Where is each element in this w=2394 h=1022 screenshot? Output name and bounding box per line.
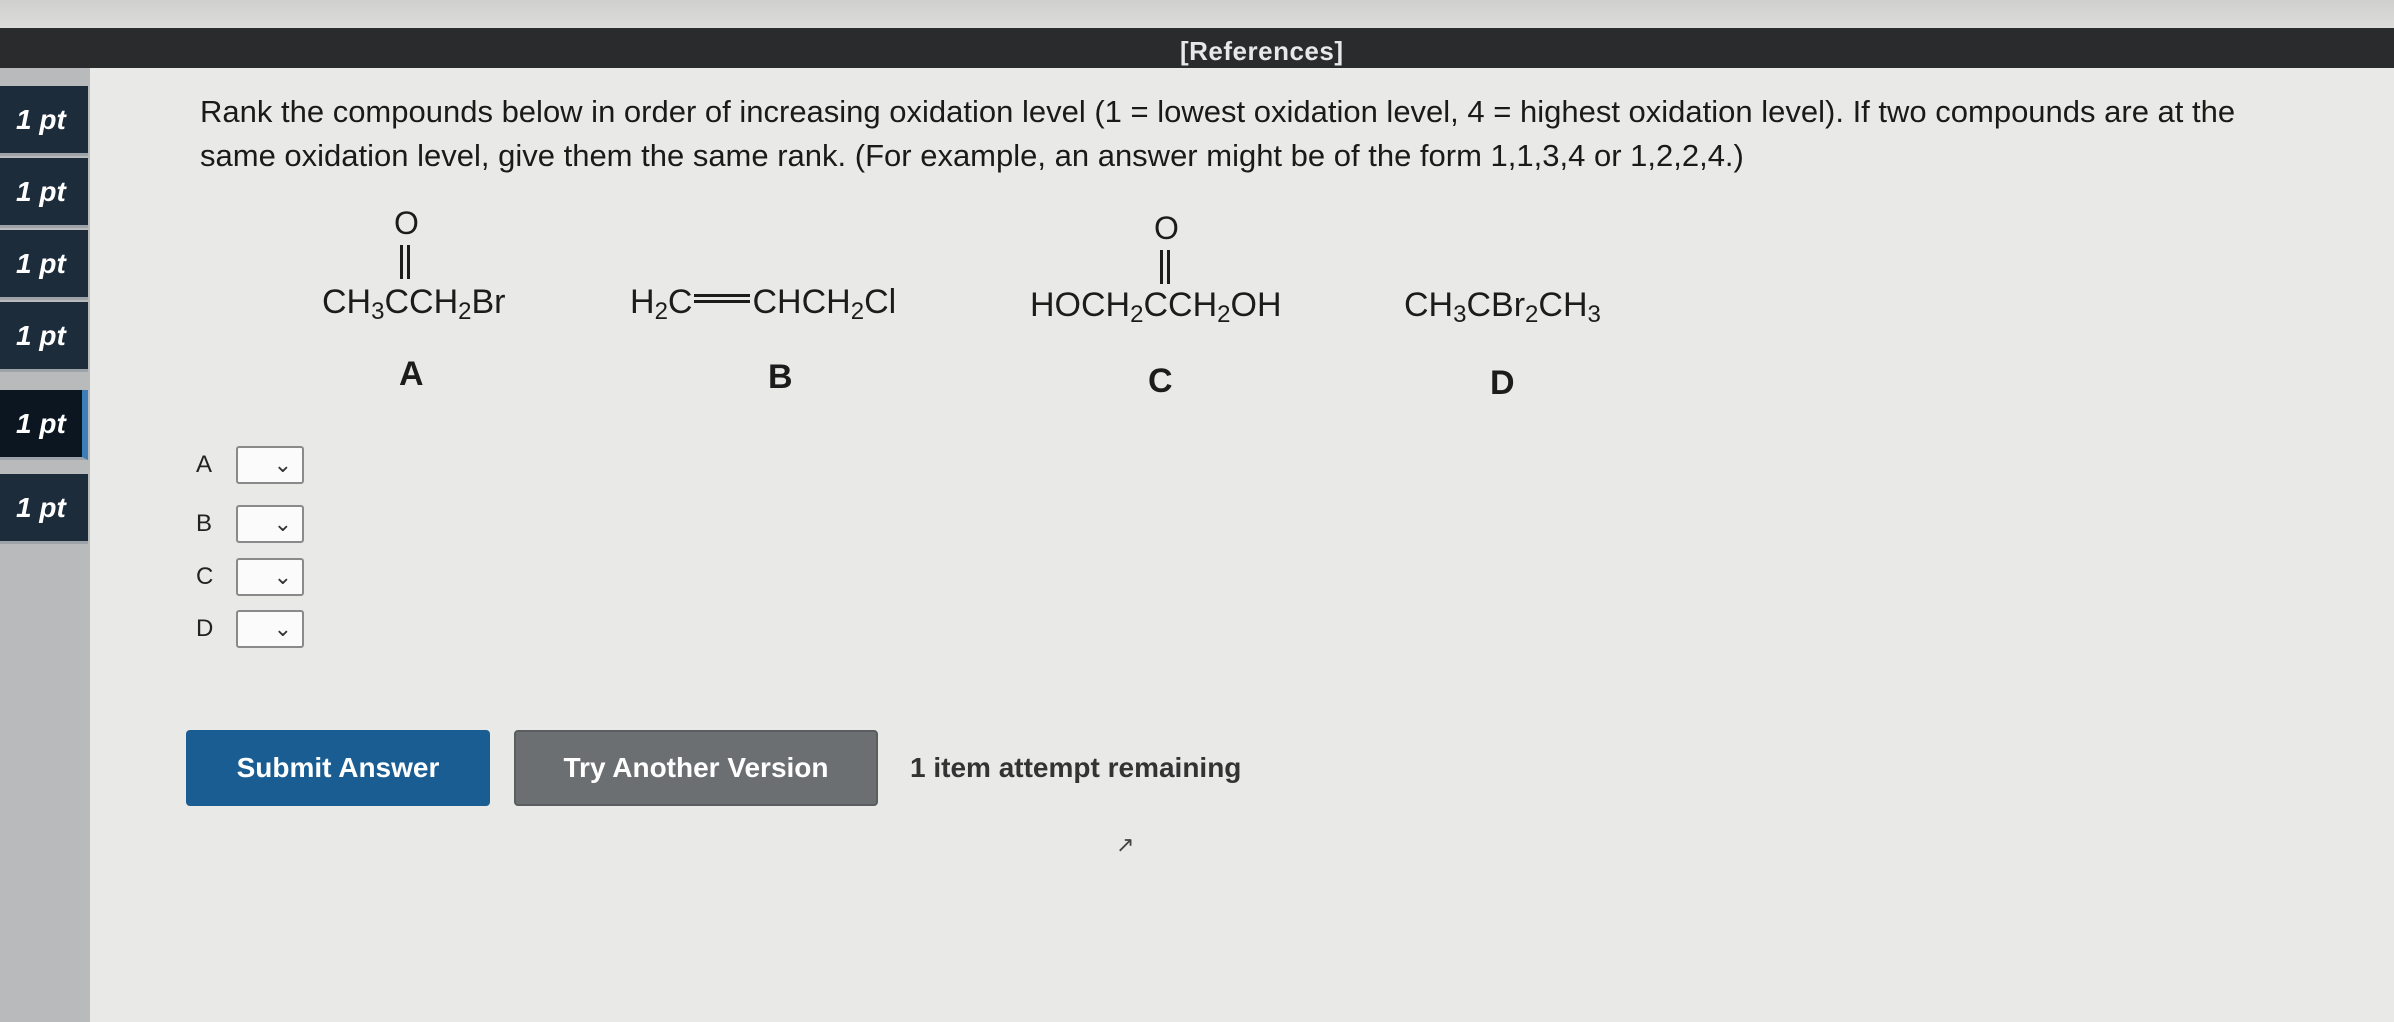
answer-row-c xyxy=(196,557,304,597)
answer-row-a xyxy=(196,445,304,485)
compound-b-formula: $H_2C$ $CHCH_2Cl$ xyxy=(630,283,897,325)
mouse-cursor-icon: ↗ xyxy=(1116,832,1135,857)
carbon-double-bond xyxy=(694,294,750,303)
points-label: 1 pt xyxy=(16,103,66,135)
chevron-down-icon: ⌄ xyxy=(273,452,292,477)
compound-d-label: D xyxy=(1490,364,1515,402)
compound-b-label: B xyxy=(768,358,793,396)
rank-select-a[interactable] xyxy=(236,446,304,484)
answer-label: C xyxy=(196,563,214,590)
question-prompt: Rank the compounds below in order of increasing oxidation level (1 = lowest oxidation level, 4 = highest oxidation level). If two compounds are at the same oxidation level, give them the same rank. (For example, an answer might be of the form 1,1,3,4 or 1,2,2,4.) xyxy=(200,94,2236,173)
points-label: 1 pt xyxy=(16,175,66,207)
sidebar-item-question-2[interactable] xyxy=(0,158,88,228)
screen-bezel xyxy=(0,0,2394,28)
attempts-remaining-text: 1 item attempt remaining xyxy=(910,752,1242,783)
sidebar-item-question-5[interactable] xyxy=(0,390,88,460)
answer-row-b xyxy=(196,504,304,544)
submit-answer-button[interactable]: Submit Answer xyxy=(186,730,490,806)
compound-a-label: A xyxy=(399,355,424,393)
sidebar-item-question-4[interactable] xyxy=(0,302,88,372)
compound-c-label: C xyxy=(1148,362,1173,400)
chevron-down-icon: ⌄ xyxy=(273,616,292,641)
rank-select-b[interactable] xyxy=(236,505,304,543)
points-label: 1 pt xyxy=(16,247,66,279)
sidebar-item-question-1[interactable] xyxy=(0,86,88,156)
compound-d-structure xyxy=(1404,286,1601,329)
rank-select-d[interactable] xyxy=(236,610,304,648)
carbonyl-oxygen: O xyxy=(1154,210,1179,246)
points-label: 1 pt xyxy=(16,407,66,439)
references-link[interactable]: [References] xyxy=(1180,36,1344,66)
compound-c-formula: $HOCH_2CCH_2OH$ xyxy=(1030,286,1282,328)
compound-b-structure xyxy=(630,283,896,326)
rank-select-c[interactable] xyxy=(236,558,304,596)
carbonyl-double-bond xyxy=(1160,250,1170,284)
compound-a-formula: $CH_3CCH_2Br$ xyxy=(322,283,506,325)
answer-label: A xyxy=(196,451,213,478)
carbonyl-oxygen: O xyxy=(394,205,419,241)
chevron-down-icon: ⌄ xyxy=(273,511,292,536)
points-label: 1 pt xyxy=(16,491,66,523)
chevron-down-icon: ⌄ xyxy=(273,564,292,589)
try-another-version-button[interactable]: Try Another Version xyxy=(514,730,878,806)
answer-label: B xyxy=(196,510,213,537)
question-content xyxy=(90,68,2394,1022)
sidebar-item-question-3[interactable] xyxy=(0,230,88,300)
question-sidebar xyxy=(0,68,90,1022)
answer-label: D xyxy=(196,615,214,642)
answer-row-d xyxy=(196,609,304,649)
points-label: 1 pt xyxy=(16,319,66,351)
carbonyl-double-bond xyxy=(400,245,410,279)
compound-d-formula: $CH_3CBr_2CH_3$ xyxy=(1404,286,1601,328)
sidebar-item-question-6[interactable] xyxy=(0,474,88,544)
